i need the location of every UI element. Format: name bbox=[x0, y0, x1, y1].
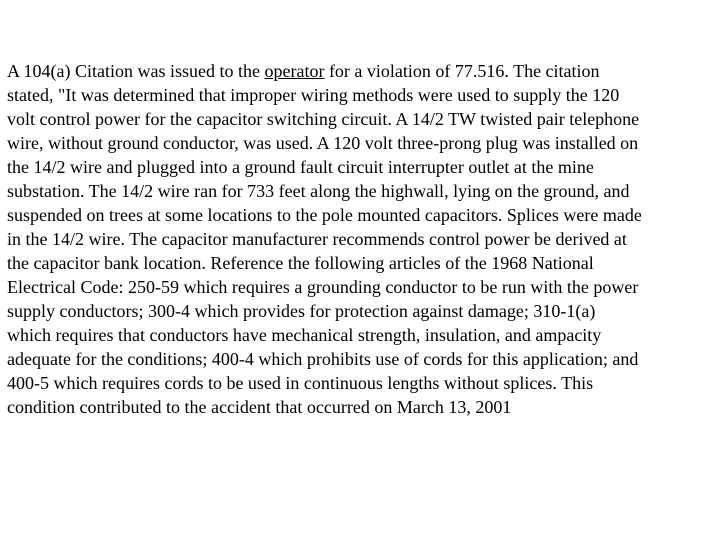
text-line: 400-5 which requires cords to be used in continuous lengths without splices. This bbox=[7, 373, 594, 393]
text-line: the capacitor bank location. Reference the following articles of the 1968 National bbox=[7, 253, 594, 273]
text-line: Electrical Code: 250-59 which requires a grounding conductor to be run with the power bbox=[7, 277, 639, 297]
text-line: substation. The 14/2 wire ran for 733 feet along the highwall, lying on the ground, and bbox=[7, 181, 630, 201]
text-segment: for a violation of 77.516. The citation bbox=[324, 61, 600, 81]
citation-paragraph bbox=[7, 59, 719, 419]
text-line: condition contributed to the accident that occurred on March 13, 2001 bbox=[7, 397, 512, 417]
text-line: in the 14/2 wire. The capacitor manufacturer recommends control power be derived at bbox=[7, 229, 627, 249]
text-line: wire, without ground conductor, was used. A 120 volt three-prong plug was installed on bbox=[7, 133, 639, 153]
text-line: stated, "It was determined that improper wiring methods were used to supply the 120 bbox=[7, 85, 620, 105]
operator-underlined-text: operator bbox=[264, 61, 325, 81]
text-line: volt control power for the capacitor switching circuit. A 14/2 TW twisted pair telephone bbox=[7, 109, 640, 129]
text-line bbox=[7, 59, 719, 83]
text-line: suspended on trees at some locations to the pole mounted capacitors. Splices were made bbox=[7, 205, 642, 225]
text-segment: A 104(a) Citation was issued to the bbox=[7, 61, 265, 81]
text-line: adequate for the conditions; 400-4 which prohibits use of cords for this application; and bbox=[7, 349, 639, 369]
text-line: supply conductors; 300-4 which provides for protection against damage; 310-1(a) bbox=[7, 301, 596, 321]
text-line: which requires that conductors have mechanical strength, insulation, and ampacity bbox=[7, 325, 602, 345]
text-line: the 14/2 wire and plugged into a ground fault circuit interrupter outlet at the mine bbox=[7, 157, 594, 177]
